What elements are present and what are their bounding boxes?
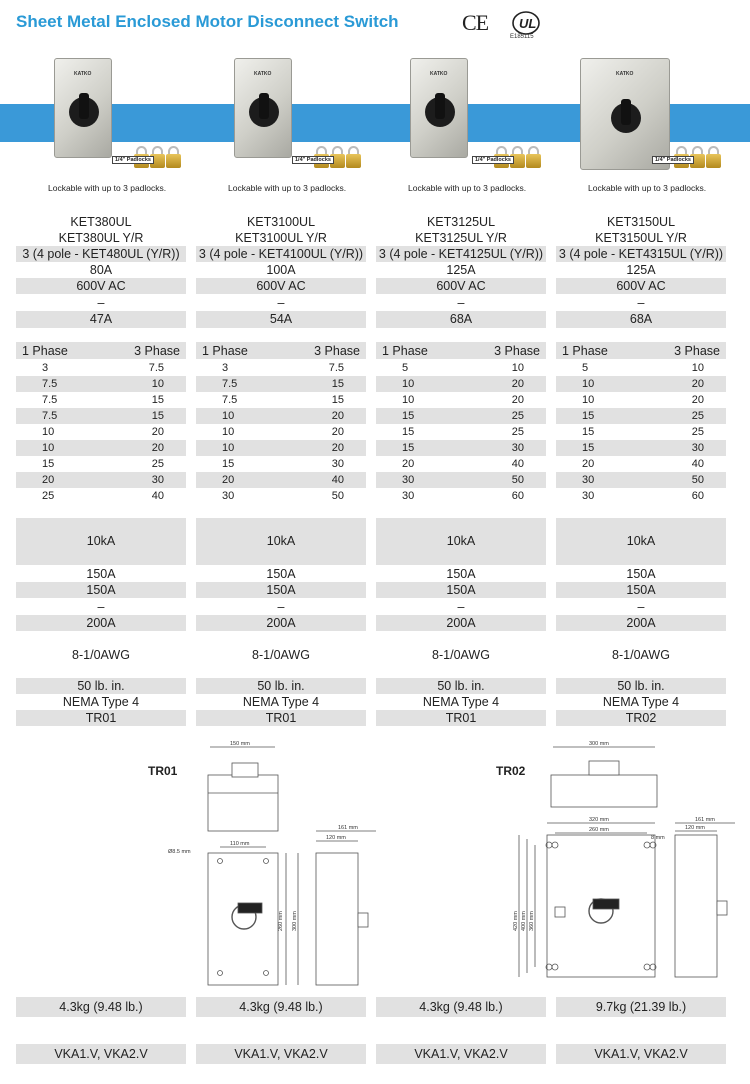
ul-code: E185115 (510, 34, 534, 40)
hp-rating-row (196, 376, 366, 392)
model-line-1: KET3150UL (606, 215, 676, 229)
hp-1-phase: 20 (582, 458, 595, 470)
hp-1-phase: 20 (402, 458, 415, 470)
hp-3-phase: 50 (511, 474, 524, 486)
handle-grip (621, 99, 631, 125)
drawing-label-tr01: TR01 (148, 764, 178, 778)
hp-rating-row (196, 360, 366, 376)
padlock-icon (706, 146, 721, 168)
hp-3-phase: 20 (151, 426, 164, 438)
brand-logo: KATKO (430, 71, 448, 77)
hp-3-phase: 25 (691, 426, 704, 438)
rated-voltage: 600V AC (376, 278, 546, 294)
hp-1-phase: 10 (222, 426, 235, 438)
enclosure-image (234, 58, 292, 158)
enclosure-image (410, 58, 468, 158)
handle-grip (79, 93, 89, 119)
hp-1-phase: 10 (402, 378, 415, 390)
phase-1-header: 1 Phase (562, 343, 608, 358)
phase-header (376, 342, 546, 359)
rated-voltage: 600V AC (16, 278, 186, 294)
hp-3-phase: 20 (151, 442, 164, 454)
padlock-label: 1/4" Padlocks (292, 156, 334, 164)
hp-3-phase: 15 (151, 394, 164, 406)
short-circuit-rating: 10kA (196, 518, 366, 565)
model-line-1: KET380UL (70, 215, 132, 229)
hp-3-phase: 20 (331, 442, 344, 454)
accessories: VKA1.V, VKA2.V (196, 1044, 366, 1064)
drawing-ref: TR01 (376, 710, 546, 726)
hp-1-phase: 15 (402, 442, 415, 454)
hp-3-phase: 40 (331, 474, 344, 486)
tr02-drawing (505, 735, 745, 995)
ce-mark: CE (462, 10, 489, 35)
photo-caption: Lockable with up to 3 padlocks. (48, 183, 167, 193)
tr01-depth-body: 120 mm (326, 835, 346, 841)
ac-rating: 54A (196, 311, 366, 328)
hp-rating-row (376, 424, 546, 440)
hp-1-phase: 7.5 (222, 378, 238, 390)
tr02-top-body (551, 775, 657, 807)
enclosure-image (54, 58, 112, 158)
photo-caption: Lockable with up to 3 padlocks. (588, 183, 707, 193)
model-line-1: KET3100UL (246, 215, 316, 229)
hp-1-phase: 7.5 (42, 394, 58, 406)
dash-value-1: – (277, 296, 285, 310)
hp-1-phase: 30 (582, 490, 595, 502)
terminal-torque: 50 lb. in. (556, 678, 726, 694)
hp-rating-row (376, 488, 546, 504)
hp-3-phase: 20 (331, 426, 344, 438)
weight: 4.3kg (9.48 lb.) (376, 997, 546, 1017)
hp-3-phase: 10 (151, 378, 164, 390)
hp-3-phase: 50 (331, 490, 344, 502)
brand-logo: KATKO (254, 71, 272, 77)
rated-current: 80A (89, 263, 113, 277)
handle-grip (435, 93, 445, 119)
drawing-ref: TR01 (16, 710, 186, 726)
fuse-rating-1: 150A (446, 567, 476, 581)
hp-3-phase: 20 (331, 410, 344, 422)
tr01-top-handle (232, 763, 258, 777)
fuse-rating-2: 150A (556, 582, 726, 598)
dash-value-2: – (457, 600, 465, 614)
model-line-1: KET3125UL (426, 215, 496, 229)
hp-3-phase: 40 (511, 458, 524, 470)
hp-rating-row (556, 456, 726, 472)
ac-rating: 68A (556, 311, 726, 328)
hp-rating-row (16, 488, 186, 504)
hp-rating-row (16, 440, 186, 456)
ul-mark-text: UL (519, 16, 537, 31)
fuse-rating-3: 200A (556, 615, 726, 631)
tr01-body-height: 300 mm (292, 911, 298, 931)
padlock-icon (526, 146, 541, 168)
tr01-top-width: 150 mm (230, 741, 250, 747)
model-line-2: KET380UL Y/R (58, 231, 144, 245)
hp-1-phase: 5 (402, 362, 409, 374)
hp-rating-row (376, 392, 546, 408)
hp-1-phase: 10 (222, 410, 235, 422)
hp-3-phase: 40 (151, 490, 164, 502)
hp-1-phase: 25 (42, 490, 55, 502)
hp-1-phase: 10 (222, 442, 235, 454)
page-title: Sheet Metal Enclosed Motor Disconnect Switch (16, 12, 399, 31)
tr01-front-body (208, 853, 278, 985)
rated-voltage: 600V AC (556, 278, 726, 294)
wire-size: 8-1/0AWG (252, 648, 310, 662)
hp-1-phase: 30 (222, 490, 235, 502)
tr01-hole-spacing: 110 mm (230, 841, 250, 847)
hp-3-phase: 25 (691, 410, 704, 422)
weight: 9.7kg (21.39 lb.) (556, 997, 726, 1017)
fuse-rating-1: 150A (626, 567, 656, 581)
ul-listed-icon (506, 10, 546, 36)
phase-header (16, 342, 186, 359)
dash-value-2: – (637, 600, 645, 614)
tr02-depth-body: 120 mm (685, 825, 705, 831)
hp-1-phase: 30 (402, 490, 415, 502)
hp-rating-row (16, 360, 186, 376)
weight: 4.3kg (9.48 lb.) (196, 997, 366, 1017)
photo-caption: Lockable with up to 3 padlocks. (408, 183, 527, 193)
hp-rating-row (376, 408, 546, 424)
tr02-h1: 420 mm (513, 911, 519, 931)
tr02-side-gap: 8 mm (651, 835, 665, 841)
tr02-top-width: 300 mm (589, 741, 609, 747)
hp-1-phase: 7.5 (222, 394, 238, 406)
hp-3-phase: 20 (691, 394, 704, 406)
hp-3-phase: 20 (691, 378, 704, 390)
hp-3-phase: 30 (331, 458, 344, 470)
brand-logo: KATKO (616, 71, 634, 77)
hp-3-phase: 25 (511, 426, 524, 438)
hp-3-phase: 7.5 (148, 362, 164, 374)
phase-3-header: 3 Phase (314, 343, 360, 358)
hp-rating-row (196, 408, 366, 424)
tr02-h2: 400 mm (521, 911, 527, 931)
hp-rating-row (196, 472, 366, 488)
hp-3-phase: 25 (151, 458, 164, 470)
drawing-ref: TR02 (556, 710, 726, 726)
padlock-label: 1/4" Padlocks (472, 156, 514, 164)
fuse-rating-2: 150A (196, 582, 366, 598)
hp-rating-row (16, 392, 186, 408)
tr02-hole-spacing: 260 mm (589, 827, 609, 833)
hp-rating-row (196, 488, 366, 504)
hp-3-phase: 15 (151, 410, 164, 422)
rated-current: 125A (626, 263, 656, 277)
hp-1-phase: 10 (402, 394, 415, 406)
phase-3-header: 3 Phase (134, 343, 180, 358)
tr01-drawing (160, 735, 390, 995)
phase-1-header: 1 Phase (22, 343, 68, 358)
fuse-rating-1: 150A (86, 567, 116, 581)
rated-voltage: 600V AC (196, 278, 366, 294)
hp-3-phase: 7.5 (328, 362, 344, 374)
hp-3-phase: 60 (511, 490, 524, 502)
tr02-outer-width: 320 mm (589, 817, 609, 823)
hp-1-phase: 15 (582, 442, 595, 454)
hp-rating-row (376, 456, 546, 472)
tr02-top-handle (589, 761, 619, 775)
padlock-icon (166, 146, 181, 168)
dash-value-2: – (277, 600, 285, 614)
hp-3-phase: 40 (691, 458, 704, 470)
dash-value-1: – (637, 296, 645, 310)
hp-rating-row (556, 488, 726, 504)
enclosure-rating: NEMA Type 4 (242, 695, 320, 709)
hp-1-phase: 30 (402, 474, 415, 486)
short-circuit-rating: 10kA (556, 518, 726, 565)
dash-value-1: – (97, 296, 105, 310)
hp-3-phase: 10 (511, 362, 524, 374)
short-circuit-rating: 10kA (376, 518, 546, 565)
hp-1-phase: 15 (582, 426, 595, 438)
hp-3-phase: 30 (151, 474, 164, 486)
hp-1-phase: 30 (582, 474, 595, 486)
drawing-label-tr02: TR02 (496, 764, 526, 778)
hp-rating-row (556, 408, 726, 424)
terminal-torque: 50 lb. in. (196, 678, 366, 694)
hp-3-phase: 20 (511, 378, 524, 390)
enclosure-rating: NEMA Type 4 (422, 695, 500, 709)
rated-current: 125A (446, 263, 476, 277)
accessories: VKA1.V, VKA2.V (16, 1044, 186, 1064)
wire-size: 8-1/0AWG (612, 648, 670, 662)
hp-1-phase: 7.5 (42, 410, 58, 422)
fuse-rating-2: 150A (376, 582, 546, 598)
enclosure-rating: NEMA Type 4 (602, 695, 680, 709)
dash-value-2: – (97, 600, 105, 614)
tr01-hole-dia: Ø8.5 mm (168, 849, 191, 855)
accessories: VKA1.V, VKA2.V (376, 1044, 546, 1064)
hp-rating-row (556, 424, 726, 440)
hp-3-phase: 30 (511, 442, 524, 454)
hp-rating-row (16, 408, 186, 424)
hp-1-phase: 20 (42, 474, 55, 486)
poles: 3 (4 pole - KET480UL (Y/R)) (16, 246, 186, 262)
hp-rating-row (556, 472, 726, 488)
hp-rating-row (556, 376, 726, 392)
rated-current: 100A (266, 263, 296, 277)
tr02-depth-total: 161 mm (695, 817, 715, 823)
hp-1-phase: 10 (42, 442, 55, 454)
poles: 3 (4 pole - KET4100UL (Y/R)) (196, 246, 366, 262)
tr01-depth-total: 161 mm (338, 825, 358, 831)
phase-3-header: 3 Phase (674, 343, 720, 358)
poles: 3 (4 pole - KET4125UL (Y/R)) (376, 246, 546, 262)
model-line-2: KET3150UL Y/R (595, 231, 687, 245)
tr01-side-body (316, 853, 358, 985)
tr01-top-body (208, 775, 278, 831)
brand-logo: KATKO (74, 71, 92, 77)
model-line-2: KET3100UL Y/R (235, 231, 327, 245)
weight: 4.3kg (9.48 lb.) (16, 997, 186, 1017)
padlock-label: 1/4" Padlocks (112, 156, 154, 164)
hp-1-phase: 15 (582, 410, 595, 422)
tr02-h3: 360 mm (529, 911, 535, 931)
short-circuit-rating: 10kA (16, 518, 186, 565)
fuse-rating-2: 150A (16, 582, 186, 598)
hp-rating-row (196, 424, 366, 440)
hp-1-phase: 10 (42, 426, 55, 438)
hp-rating-row (196, 456, 366, 472)
hp-rating-row (376, 472, 546, 488)
fuse-rating-3: 200A (196, 615, 366, 631)
fuse-rating-1: 150A (266, 567, 296, 581)
hp-rating-row (16, 376, 186, 392)
wire-size: 8-1/0AWG (72, 648, 130, 662)
wire-size: 8-1/0AWG (432, 648, 490, 662)
hp-3-phase: 60 (691, 490, 704, 502)
hp-rating-row (376, 376, 546, 392)
hp-rating-row (556, 360, 726, 376)
hp-rating-row (196, 392, 366, 408)
phase-1-header: 1 Phase (202, 343, 248, 358)
ac-rating: 47A (16, 311, 186, 328)
model-line-2: KET3125UL Y/R (415, 231, 507, 245)
hp-rating-row (556, 392, 726, 408)
accessories: VKA1.V, VKA2.V (556, 1044, 726, 1064)
fuse-rating-3: 200A (376, 615, 546, 631)
hp-1-phase: 10 (582, 378, 595, 390)
hp-rating-row (16, 472, 186, 488)
hp-rating-row (376, 440, 546, 456)
terminal-torque: 50 lb. in. (376, 678, 546, 694)
hp-rating-row (16, 456, 186, 472)
hp-1-phase: 15 (42, 458, 55, 470)
hp-rating-row (16, 424, 186, 440)
phase-header (196, 342, 366, 359)
poles: 3 (4 pole - KET4315UL (Y/R)) (556, 246, 726, 262)
ac-rating: 68A (376, 311, 546, 328)
hp-1-phase: 15 (402, 426, 415, 438)
hp-1-phase: 10 (582, 394, 595, 406)
hp-1-phase: 15 (402, 410, 415, 422)
hp-3-phase: 15 (331, 394, 344, 406)
hp-1-phase: 3 (222, 362, 229, 374)
hp-3-phase: 15 (331, 378, 344, 390)
photo-caption: Lockable with up to 3 padlocks. (228, 183, 347, 193)
terminal-torque: 50 lb. in. (16, 678, 186, 694)
hp-1-phase: 3 (42, 362, 49, 374)
tr02-side-body (675, 835, 717, 977)
drawing-ref: TR01 (196, 710, 366, 726)
hp-3-phase: 30 (691, 442, 704, 454)
fuse-rating-3: 200A (16, 615, 186, 631)
hp-3-phase: 25 (511, 410, 524, 422)
hp-rating-row (196, 440, 366, 456)
hp-3-phase: 20 (511, 394, 524, 406)
hp-3-phase: 50 (691, 474, 704, 486)
dash-value-1: – (457, 296, 465, 310)
hp-rating-row (556, 440, 726, 456)
hp-1-phase: 7.5 (42, 378, 58, 390)
hp-1-phase: 15 (222, 458, 235, 470)
phase-3-header: 3 Phase (494, 343, 540, 358)
padlock-label: 1/4" Padlocks (652, 156, 694, 164)
padlock-icon (346, 146, 361, 168)
enclosure-image (580, 58, 670, 170)
hp-rating-row (376, 360, 546, 376)
hp-3-phase: 10 (691, 362, 704, 374)
hp-1-phase: 5 (582, 362, 589, 374)
phase-1-header: 1 Phase (382, 343, 428, 358)
enclosure-rating: NEMA Type 4 (62, 695, 140, 709)
tr01-hole-height: 260 mm (278, 911, 284, 931)
hp-1-phase: 20 (222, 474, 235, 486)
phase-header (556, 342, 726, 359)
handle-grip (259, 93, 269, 119)
